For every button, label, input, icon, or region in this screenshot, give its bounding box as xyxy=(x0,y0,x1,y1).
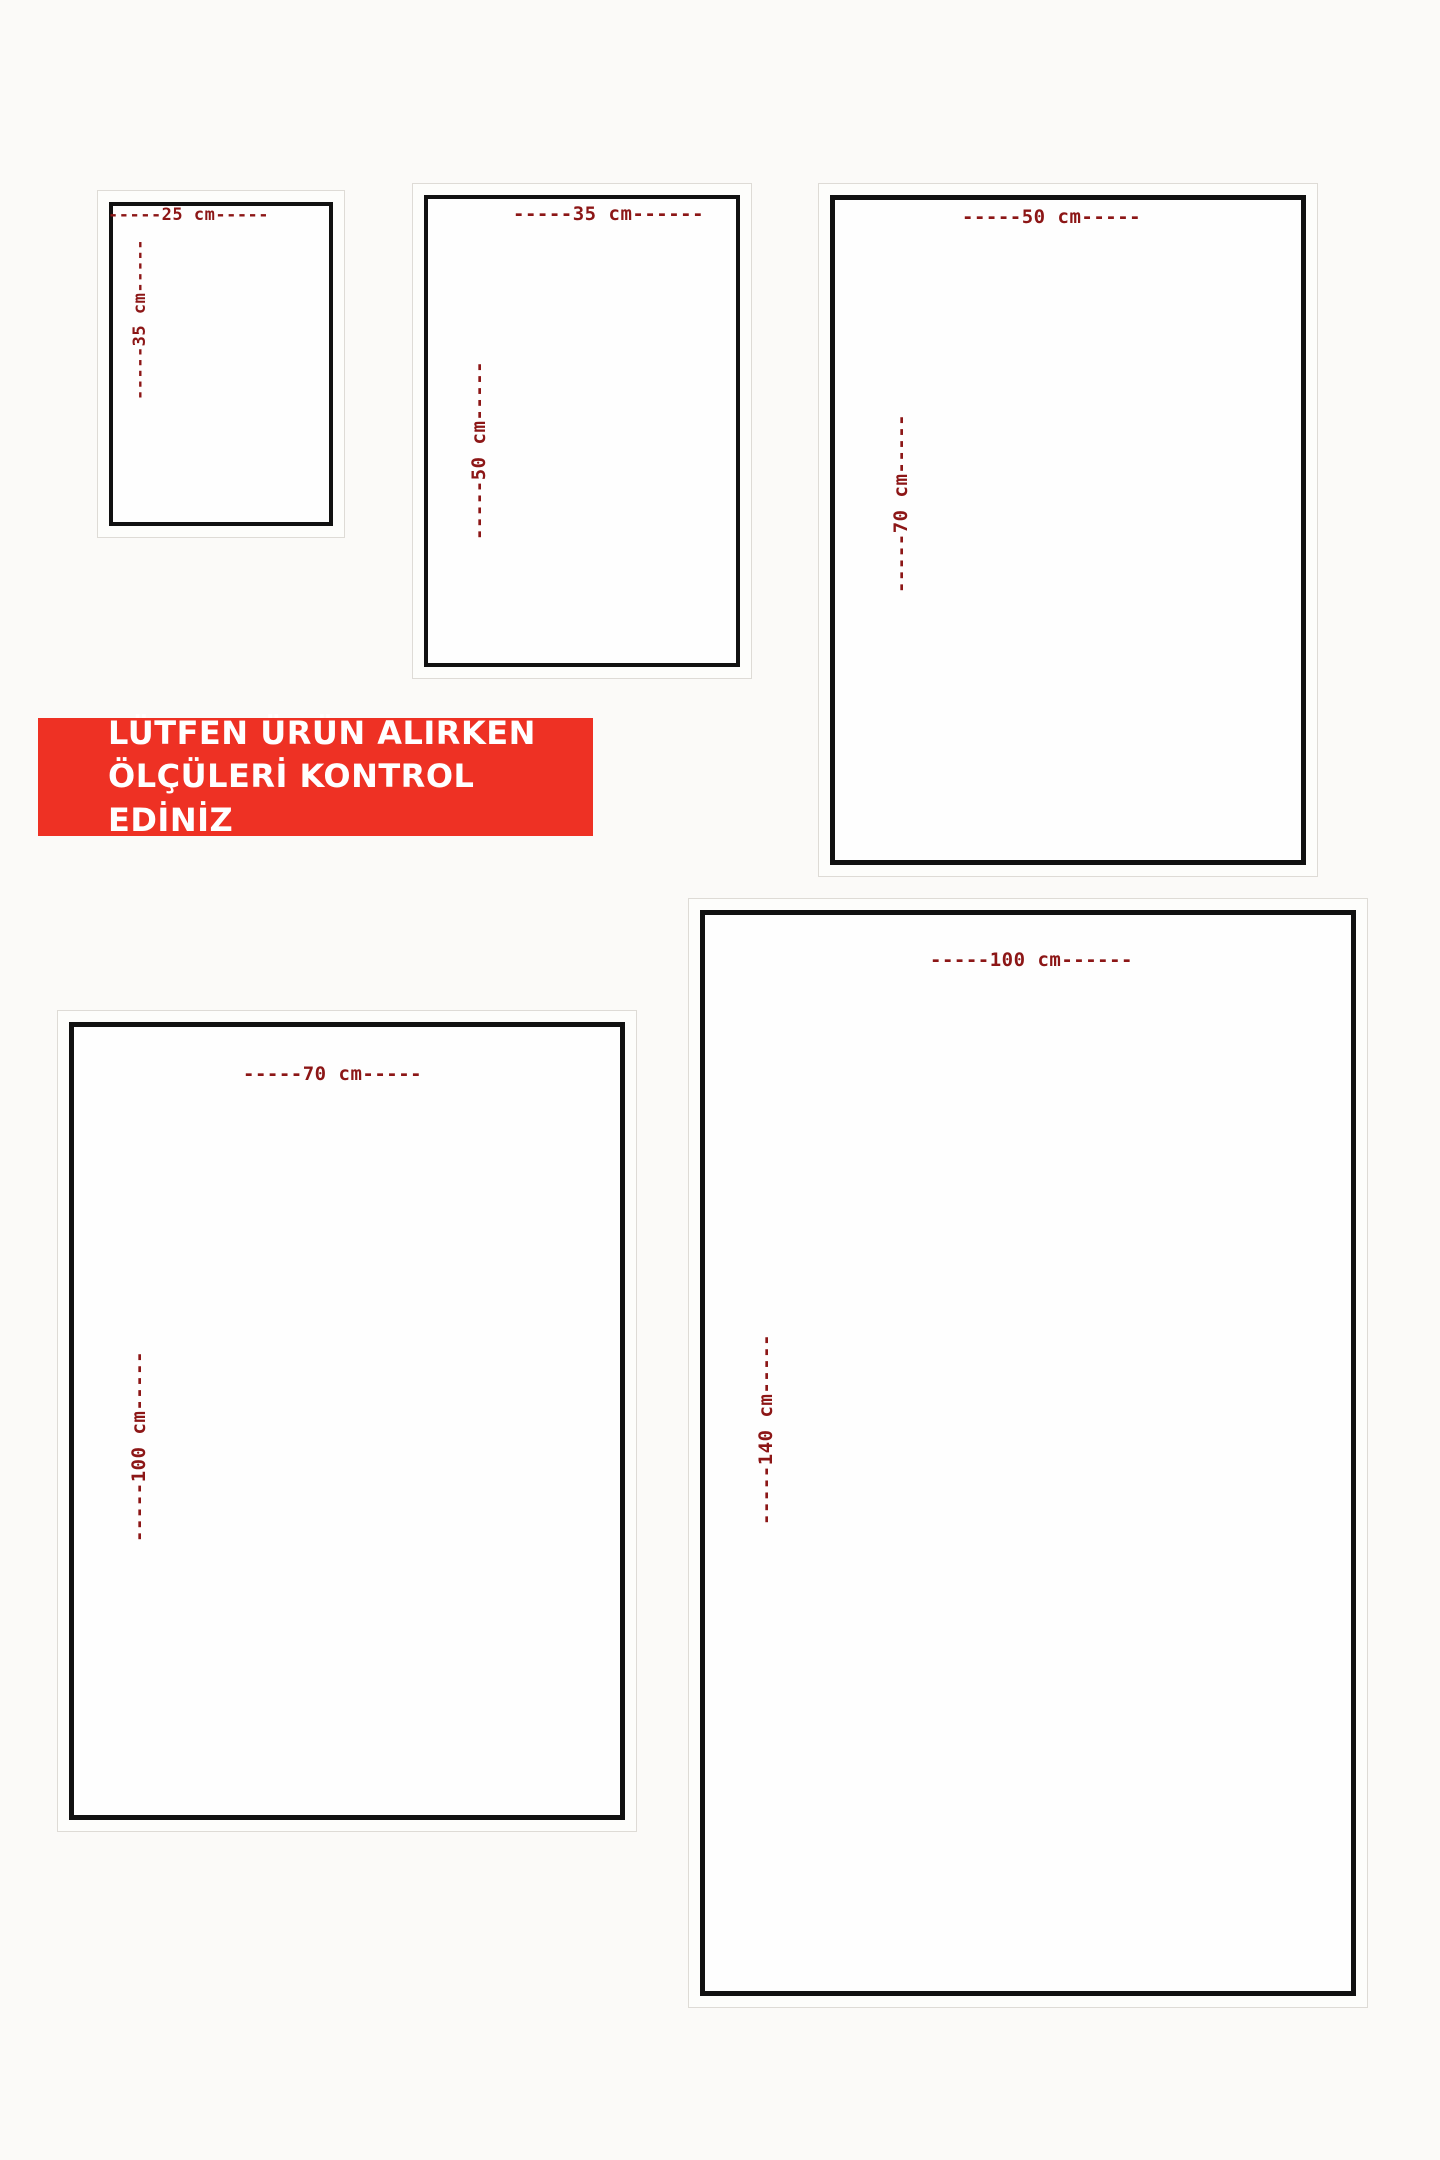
frame-100x140-height-label: -----140 cm----- xyxy=(755,1333,777,1525)
warning-banner xyxy=(38,714,593,839)
warning-line-2: ÖLÇÜLERİ KONTROL EDİNİZ xyxy=(108,757,475,839)
frame-25x35-height-label: -----35 cm----- xyxy=(130,238,150,400)
frame-100x140-artwork xyxy=(700,910,1356,1996)
frame-100x140 xyxy=(688,898,1368,2008)
frame-70x100-artwork xyxy=(69,1022,625,1820)
frame-35x50-width-label: -----35 cm------ xyxy=(513,203,705,225)
frame-100x140-width-label: -----100 cm------ xyxy=(930,949,1133,971)
frame-50x70-height-label: -----70 cm----- xyxy=(890,413,912,593)
frame-70x100-width-label: -----70 cm----- xyxy=(243,1063,423,1085)
frame-50x70-width-label: -----50 cm----- xyxy=(962,206,1142,228)
frame-35x50 xyxy=(412,183,752,679)
frame-70x100-height-label: -----100 cm----- xyxy=(128,1350,150,1542)
frame-25x35-width-label: -----25 cm----- xyxy=(108,205,270,225)
warning-line-1: LÜTFEN ÜRÜN ALIRKEN xyxy=(108,714,536,753)
frame-35x50-height-label: -----50 cm----- xyxy=(468,360,490,540)
